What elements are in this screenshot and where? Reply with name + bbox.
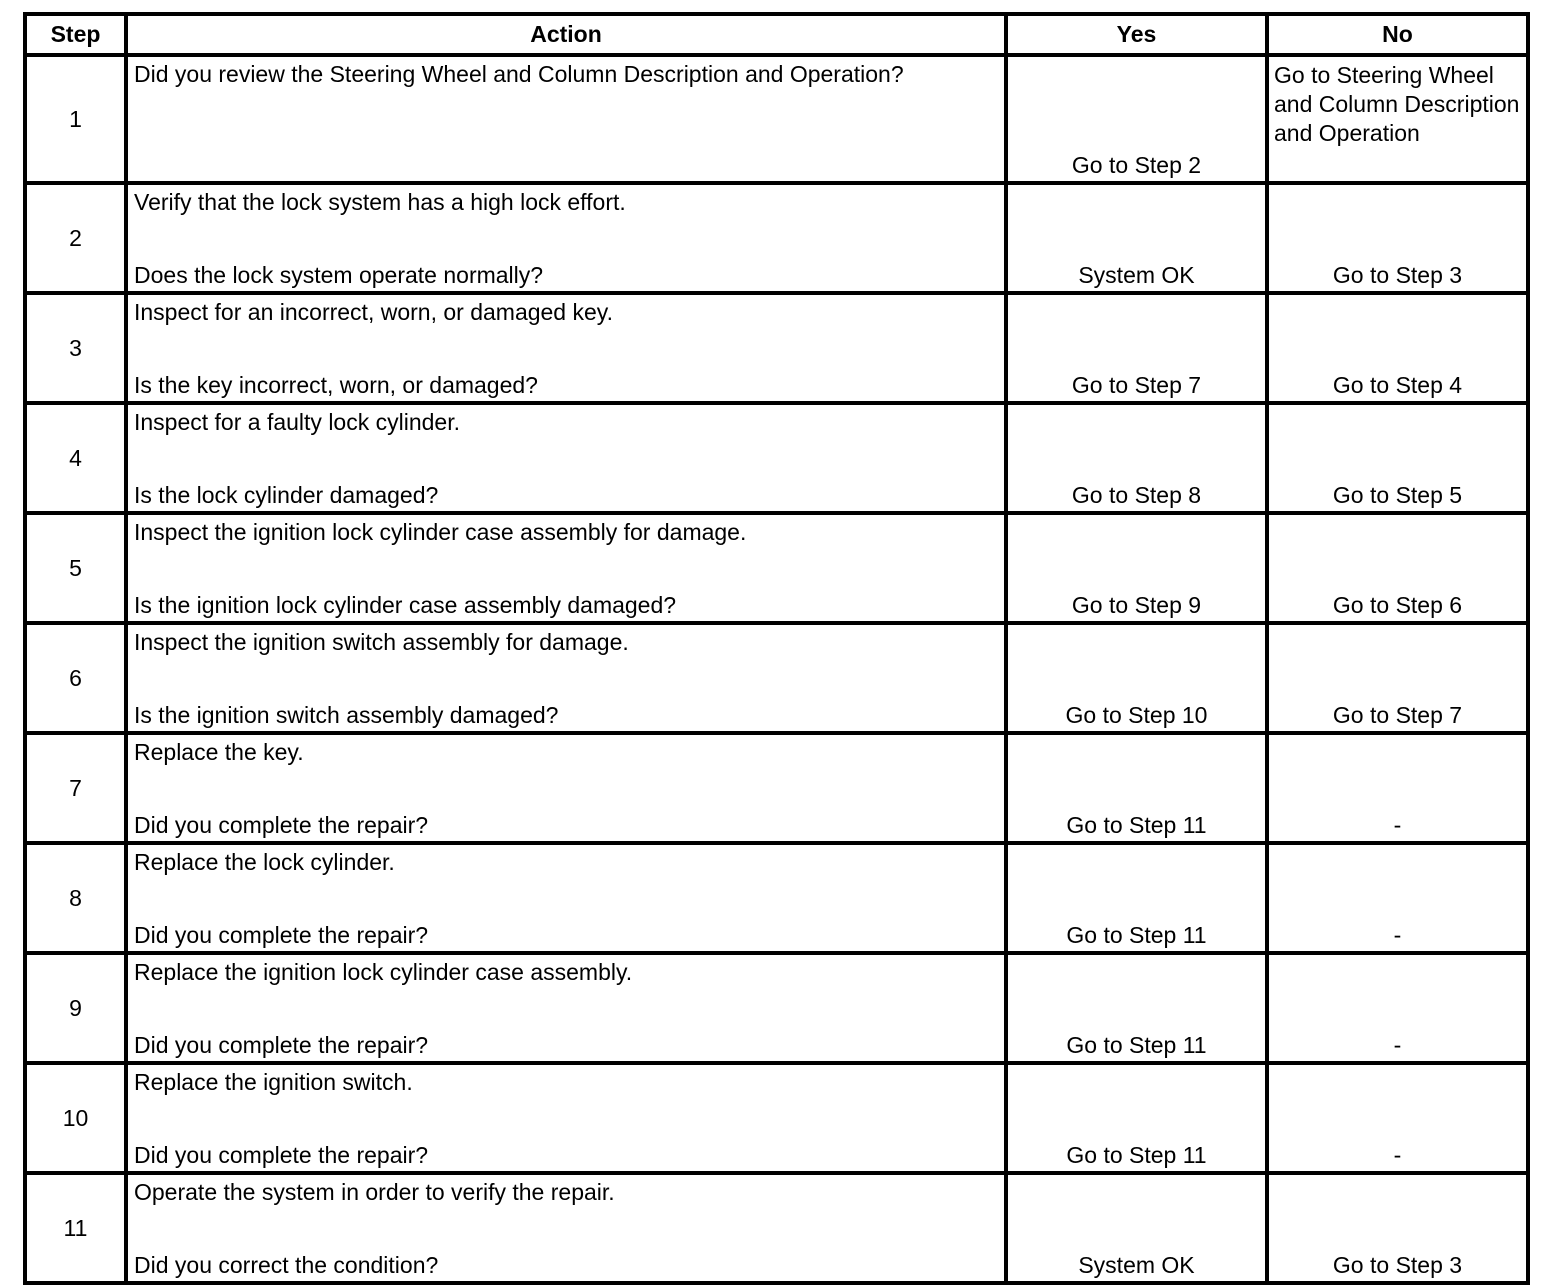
step-number: 3: [25, 293, 126, 403]
step-number: 5: [25, 513, 126, 623]
no-result: -: [1267, 733, 1528, 843]
action-question: Did you complete the repair?: [134, 1032, 429, 1058]
no-result: -: [1267, 953, 1528, 1063]
no-result: Go to Step 3: [1267, 1173, 1528, 1283]
action-text: Inspect the ignition lock cylinder case assembly for damage.: [134, 519, 747, 545]
action-question: Is the key incorrect, worn, or damaged?: [134, 372, 538, 398]
action-cell: [126, 55, 1006, 183]
table-row: [25, 843, 1528, 953]
table-row: [25, 513, 1528, 623]
step-number: 8: [25, 843, 126, 953]
action-question: Did you complete the repair?: [134, 1142, 429, 1168]
action-text: Inspect the ignition switch assembly for damage.: [134, 629, 629, 655]
step-number: 9: [25, 953, 126, 1063]
yes-result: Go to Step 11: [1006, 733, 1267, 843]
table-row: [25, 733, 1528, 843]
header-row: [25, 14, 1528, 55]
step-number: 11: [25, 1173, 126, 1283]
yes-result: Go to Step 2: [1006, 55, 1267, 183]
step-number: 6: [25, 623, 126, 733]
table-row: [25, 953, 1528, 1063]
header-step: Step: [25, 14, 126, 55]
action-text: Verify that the lock system has a high lock effort.: [134, 189, 626, 215]
action-cell: [126, 1063, 1006, 1173]
action-question: Is the ignition switch assembly damaged?: [134, 702, 559, 728]
table-row: [25, 293, 1528, 403]
table-row: [25, 623, 1528, 733]
header-no: No: [1267, 14, 1528, 55]
action-question: Does the lock system operate normally?: [134, 262, 544, 288]
no-result: Go to Step 4: [1267, 293, 1528, 403]
action-question: Did you complete the repair?: [134, 922, 429, 948]
action-text: Inspect for a faulty lock cylinder.: [134, 409, 460, 435]
yes-result: Go to Step 10: [1006, 623, 1267, 733]
table-row: [25, 1173, 1528, 1283]
yes-result: System OK: [1006, 183, 1267, 293]
table-row: [25, 403, 1528, 513]
yes-result: Go to Step 11: [1006, 953, 1267, 1063]
no-result: Go to Step 6: [1267, 513, 1528, 623]
action-cell: [126, 513, 1006, 623]
yes-result: Go to Step 11: [1006, 843, 1267, 953]
action-cell: [126, 953, 1006, 1063]
diagnostic-table: [23, 12, 1530, 1285]
yes-result: Go to Step 11: [1006, 1063, 1267, 1173]
step-number: 2: [25, 183, 126, 293]
action-cell: [126, 293, 1006, 403]
table-row: [25, 1063, 1528, 1173]
action-cell: [126, 183, 1006, 293]
step-number: 10: [25, 1063, 126, 1173]
action-cell: [126, 843, 1006, 953]
yes-result: Go to Step 9: [1006, 513, 1267, 623]
action-text: Inspect for an incorrect, worn, or damaged key.: [134, 299, 613, 325]
action-text: Replace the ignition lock cylinder case assembly.: [134, 959, 633, 985]
table-row: [25, 55, 1528, 183]
action-cell: [126, 1173, 1006, 1283]
no-result: Go to Steering Wheel and Column Description and Operation: [1267, 55, 1528, 183]
no-result: Go to Step 7: [1267, 623, 1528, 733]
no-result: -: [1267, 843, 1528, 953]
step-number: 7: [25, 733, 126, 843]
action-text: Did you review the Steering Wheel and Column Description and Operation?: [134, 61, 904, 87]
header-yes: Yes: [1006, 14, 1267, 55]
action-question: Did you correct the condition?: [134, 1252, 439, 1278]
action-cell: [126, 623, 1006, 733]
table-row: [25, 183, 1528, 293]
action-text: Replace the key.: [134, 739, 304, 765]
step-number: 1: [25, 55, 126, 183]
no-result: -: [1267, 1063, 1528, 1173]
action-question: Is the ignition lock cylinder case assembly damaged?: [134, 592, 677, 618]
action-cell: [126, 403, 1006, 513]
yes-result: Go to Step 8: [1006, 403, 1267, 513]
action-text: Replace the ignition switch.: [134, 1069, 413, 1095]
action-text: Replace the lock cylinder.: [134, 849, 395, 875]
action-text: Operate the system in order to verify the repair.: [134, 1179, 615, 1205]
action-cell: [126, 733, 1006, 843]
no-result: Go to Step 5: [1267, 403, 1528, 513]
header-action: Action: [126, 14, 1006, 55]
action-question: Is the lock cylinder damaged?: [134, 482, 439, 508]
yes-result: Go to Step 7: [1006, 293, 1267, 403]
yes-result: System OK: [1006, 1173, 1267, 1283]
step-number: 4: [25, 403, 126, 513]
action-question: Did you complete the repair?: [134, 812, 429, 838]
no-result: Go to Step 3: [1267, 183, 1528, 293]
